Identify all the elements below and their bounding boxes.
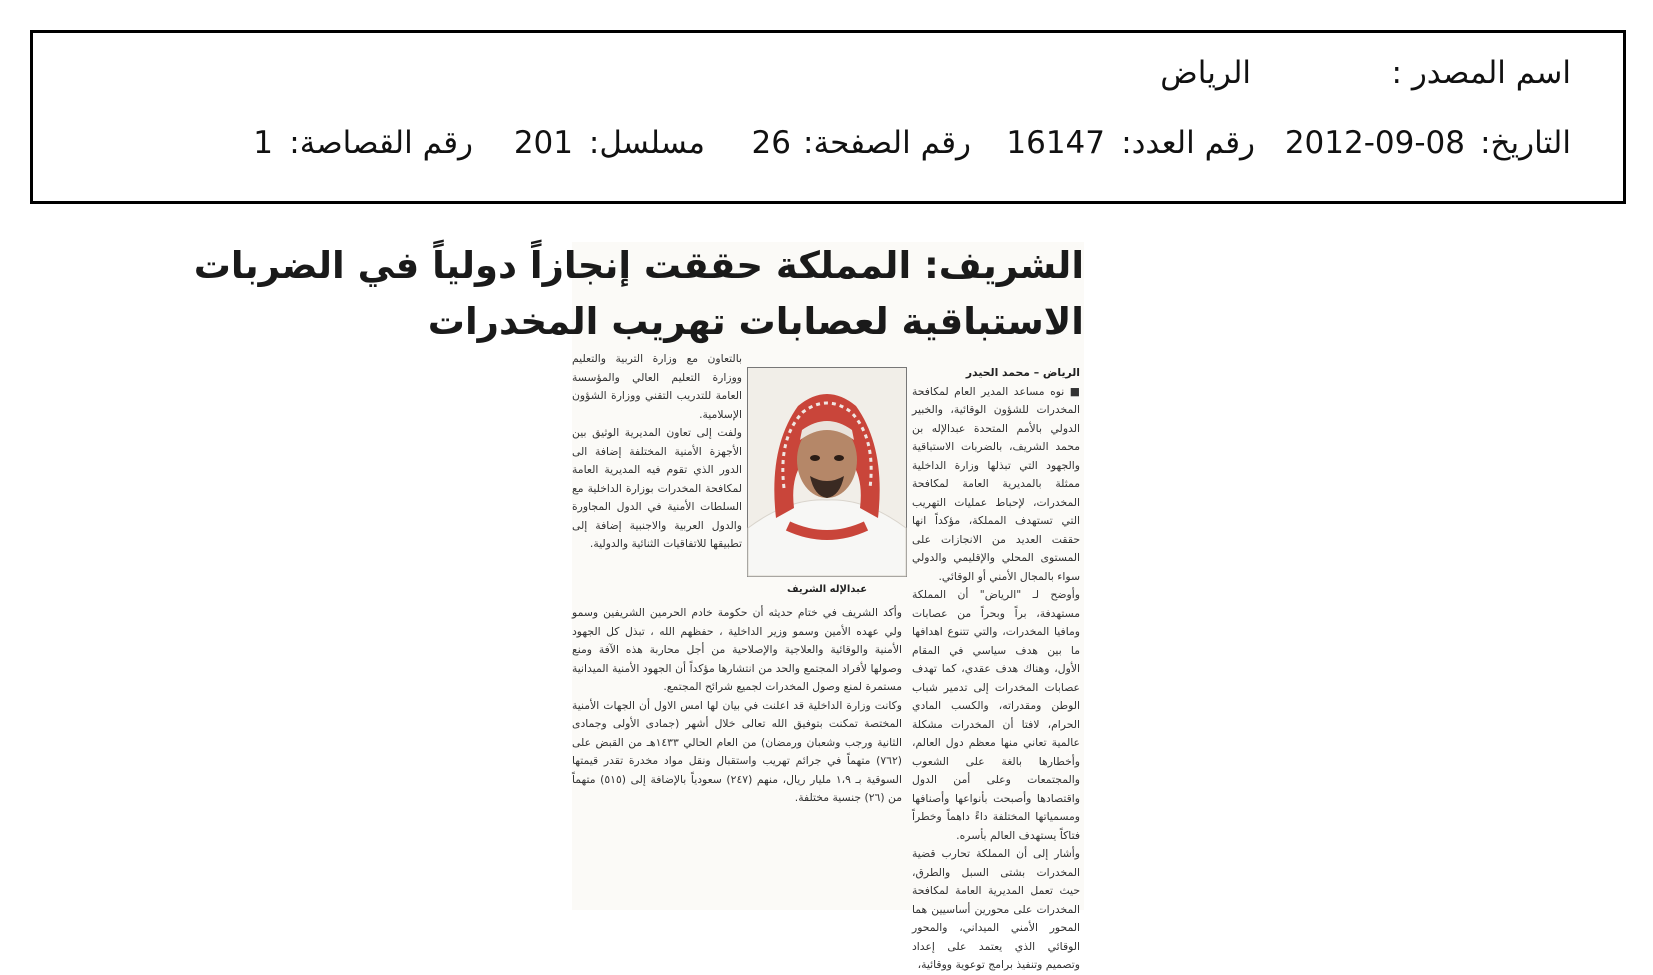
- portrait-illustration: [748, 368, 906, 576]
- article-paragraph: بالتعاون مع وزارة التربية والتعليم ووزارة التعليم العالي والمؤسسة العامة للتدريب التقني ووزارة الشؤون الإسلامية.: [572, 352, 742, 421]
- article-left-column-top: [572, 350, 742, 602]
- issue-label: رقم العدد:: [1121, 125, 1255, 161]
- serial-label: مسلسل:: [588, 125, 705, 161]
- article-paragraph: وكانت وزارة الداخلية قد اعلنت في بيان لها امس الاول أن الجهات الأمنية المختصة تمكنت بتوفيق الله تعالى خلال أشهر (جمادى الأولى وجمادى الثانية ورجب وشعبان ورمضان) من العام الحالي ١٤٣٣هـ من القبض على (٧٦٢) متهماً في جرائم تهريب واستقبال ونقل مواد مخدرة تقدر قيمتها السوقية بـ ١،٩ مليار ريال، منهم (٢٤٧) سعودياً بالإضافة إلى (٥١٥) متهماً من (٢٦) جنسية مختلفة.: [572, 698, 902, 804]
- photo-caption: عبدالإله الشريف: [786, 584, 868, 595]
- clip-label: رقم القصاصة:: [289, 125, 473, 161]
- serial-value: 201: [513, 125, 573, 161]
- date-label: التاريخ:: [1480, 125, 1571, 161]
- clip-value: 1: [253, 125, 273, 161]
- article-paragraph: ولفت إلى تعاون المديرية الوثيق بين الأجهزة الأمنية المختلفة إضافة الى الدور الذي تقوم فيه المديرية العامة لمكافحة المخدرات بوزارة الداخلية مع السلطات الأمنية في الدول المجاورة والدول العربية والاجنبية إضافة إلى تطبيقها للاتفاقيات الثنائية والدولية.: [572, 426, 742, 550]
- date-value: 2012-09-08: [1284, 125, 1465, 161]
- article-byline: الرياض – محمد الحيدر: [965, 366, 1080, 379]
- source-value: الرياض: [1160, 55, 1251, 91]
- headline-line-2: الاستباقية لعصابات تهريب المخدرات: [427, 300, 1084, 343]
- issue-value: 16147: [1006, 125, 1105, 161]
- article-paragraph: وأكد الشريف في ختام حديثه أن حكومة خادم الحرمين الشريفين وسمو ولي عهده الأمين وسمو وزير الداخلية ، حفظهم الله ، تبذل كل الجهود الأمنية والوقائية والعلاجية والإصلاحية من أجل محاربة هذه الآفة ومنع وصولها لأفراد المجتمع والحد من انتشارها مؤكداً أن الجهود الأمنية الميدانية مستمرة لمنع وصول المخدرات لجميع شرائح المجتمع.: [572, 606, 902, 693]
- page-label: رقم الصفحة:: [803, 125, 971, 161]
- source-label: اسم المصدر :: [1391, 55, 1571, 91]
- clipping-header-box: [30, 30, 1626, 204]
- article-right-column: [912, 364, 1080, 971]
- article-left-column-bottom: [572, 604, 902, 904]
- article-paragraph: وأشار إلى أن المملكة تحارب قضية المخدرات بشتى السبل والطرق، حيث تعمل المديرية العامة لمكافحة المخدرات على محورين أساسيين هما المحور الأمني الميداني، والمحور الوقائي الذي يعتمد على إعداد وتصميم وتنفيذ برامج توعوية ووقائية،: [912, 847, 1080, 971]
- article-paragraph: ■ نوه مساعد المدير العام لمكافحة المخدرات للشؤون الوقائية، والخبير الدولي بالأمم المتحدة عبدالإله بن محمد الشريف، بالضربات الاستباقية والجهود التي تبذلها وزارة الداخلية ممثلة بالمديرية العامة لمكافحة المخدرات، لإحباط عمليات التهريب التي تستهدف المملكة، مؤكداً انها حققت العديد من الانجازات على المستوى المحلي والإقليمي والدولي سواء بالمجال الأمني أو الوقائي.: [912, 384, 1080, 583]
- page-value: 26: [751, 125, 791, 161]
- headline-line-1: الشريف: المملكة حققت إنجازاً دولياً في الضربات: [193, 244, 1084, 287]
- newspaper-clipping: [193, 242, 1084, 971]
- article-paragraph: وأوضح لـ "الرياض" أن المملكة مستهدفة، براً وبحراً من عصابات ومافيا المخدرات، والتي تتنوع اهدافها ما بين هدف سياسي في المقام الأول، وهناك هدف عقدي، كما تهدف عصابات المخدرات إلى تدمير شباب الوطن ومقدراته، والكسب المادي الحرام، لافتا أن المخدرات مشكلة عالمية تعاني منها معظم دول العالم، وأخطارها بالغة على الشعوب والمجتمعات وعلى أمن الدول واقتصادها وأصبحت بأنواعها وأصنافها ومسمياتها المختلفة داءً داهماً وخطراً فتاكاً يستهدف العالم بأسره.: [912, 588, 1080, 842]
- portrait-photo: [747, 367, 907, 577]
